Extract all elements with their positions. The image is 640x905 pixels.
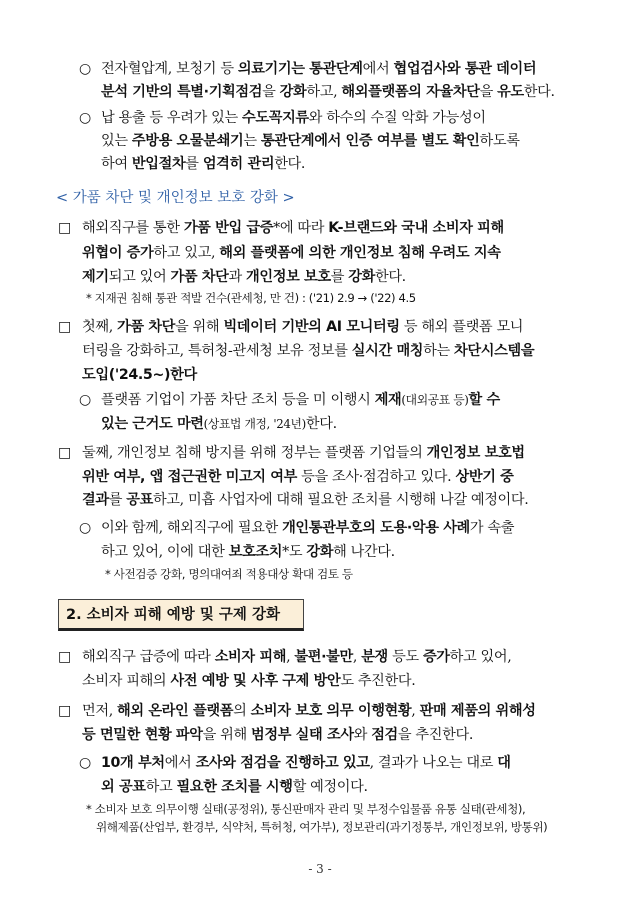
body-text: 하고 있어, [449,649,512,665]
box-bullet: □ [58,703,72,719]
body-text: , [352,649,362,665]
emphasis-text: 해외 온라인 플랫폼 [117,703,234,719]
emphasis-text: 위협이 증가 [82,245,154,261]
body-text: (대외공표 등) [401,393,469,407]
body-text: 이와 함께, 해외직구에 필요한 [101,520,283,536]
body-text: 하고 있어, 이에 대한 [101,544,229,560]
body-text: *에 따라 [273,220,329,236]
paragraph-line [82,490,528,510]
emphasis-text: 소비자 보호 의무 이행현황 [250,703,412,719]
body-text: , 결과가 나오는 대로 [369,755,498,771]
emphasis-text: 도입('24.5~)한다 [82,367,197,383]
box-bullet: □ [58,649,72,665]
emphasis-text: 등 면밀한 현황 파악 [82,727,203,743]
footnote: * 지재권 침해 통관 적발 건수(관세청, 만 건) : ('21) 2.9 → ('22) 4.5 [86,291,416,305]
body-text: 한다. [374,269,406,285]
body-text: 할 예정이다. [292,779,368,795]
body-text: 을 [479,84,498,100]
emphasis-text: 위반 여부, 앱 접근권한 미고지 여부 [82,469,297,485]
body-text: 을 위해 [175,319,224,335]
emphasis-text: 대 [497,755,511,771]
paragraph-line [101,82,555,102]
emphasis-text: 공표 [126,492,153,508]
paragraph-line [101,777,368,797]
emphasis-text: 유도 [497,84,524,100]
body-text: 는 [243,133,261,149]
emphasis-text: 점검 [371,727,398,743]
emphasis-text: 있는 근거도 마련 [101,416,204,432]
paragraph-line [101,542,395,562]
body-text: 있는 [101,133,132,149]
emphasis-text: 가품 차단 [170,269,229,285]
emphasis-text: 증가 [422,649,450,665]
emphasis-text: 분석 기반의 특별·기획점검 [101,84,263,100]
emphasis-text: 소비자 피해 [214,649,287,665]
body-text: 해 나간다. [333,544,395,560]
emphasis-text: 강화 [306,544,334,560]
body-text: 둘째, 개인정보 침해 방지를 위해 정부는 플랫폼 기업들의 [82,445,427,461]
body-text: , [411,703,420,719]
body-text: 에서 [362,61,394,77]
body-text: 한다. [274,156,306,172]
emphasis-text: 통관단계에서 인증 여부를 별도 확인 [260,133,480,149]
paragraph-line [82,317,523,337]
body-text: 납 용출 등 우려가 있는 [101,110,242,126]
emphasis-text: 분쟁 [361,649,388,665]
circle-bullet: ○ [79,61,92,77]
emphasis-text: 해외 플랫폼에 의한 개인정보 침해 우려도 지속 [219,245,501,261]
emphasis-text: 의료기기는 통관단계 [237,61,363,77]
paragraph-line [101,390,500,410]
circle-bullet: ○ [79,755,92,771]
body-text: 되고 있어 [108,269,171,285]
emphasis-text: 상반기 중 [455,469,514,485]
body-text: 한다. [305,416,337,432]
body-text: 하고, [306,84,342,100]
paragraph-line [101,131,520,151]
box-bullet: □ [58,319,72,335]
body-text: 한다. [523,84,555,100]
footnote: * 사전검증 강화, 명의대여죄 적용대상 확대 검토 등 [105,567,353,581]
box-bullet: □ [58,220,72,236]
body-text: 를 [330,269,349,285]
body-text: 하여 [101,156,132,172]
emphasis-text: 조사와 점검을 진행하고 있고 [195,755,370,771]
emphasis-text: 협업검사와 통관 데이터 [393,61,537,77]
emphasis-text: 사전 예방 및 사후 구제 방안 [170,673,341,689]
body-text: 등도 [387,649,423,665]
paragraph-line [82,671,415,691]
paragraph-line [101,753,511,773]
body-text: 를 [185,156,203,172]
emphasis-text: 개인통관부호의 도용·악용 사례 [282,520,470,536]
paragraph-line [82,218,504,238]
emphasis-text: 엄격히 관리 [202,156,275,172]
emphasis-text: 불편·불만 [294,649,353,665]
body-text: 와 하수의 수질 악화 가능성이 [308,110,486,126]
body-text: 을 위해 [202,727,252,743]
paragraph-line [82,443,525,463]
body-text: *도 [282,544,307,560]
emphasis-text: 10개 부처 [101,755,165,771]
body-text: 해외직구 급증에 따라 [82,649,215,665]
body-text: 에서 [164,755,196,771]
circle-bullet: ○ [79,392,92,408]
body-text: 하고, 미흡 사업자에 대해 필요한 조치를 시행해 나갈 예정이다. [152,492,529,508]
body-text: 을 추진한다. [397,727,474,743]
body-text: 첫째, [82,319,118,335]
emphasis-text: K-브랜드와 국내 소비자 피해 [328,220,504,236]
circle-bullet: ○ [79,110,92,126]
emphasis-text: 주방용 오물분쇄기 [131,133,244,149]
paragraph-line [82,243,501,263]
emphasis-text: 제재 [374,392,402,408]
body-text: 등 해외 플랫폼 모니 [399,319,524,335]
emphasis-text: 가품 차단 [117,319,176,335]
emphasis-text: 결과 [82,492,109,508]
body-text: 먼저, [82,703,118,719]
emphasis-text: 차단시스템을 [454,343,535,359]
emphasis-text: 개인정보 보호법 [426,445,525,461]
footnote: 위해제품(산업부, 환경부, 식약처, 특허청, 여가부), 정보관리(과기정통부, 개인정보위, 방통위) [96,820,548,834]
emphasis-text: 제기 [82,269,109,285]
emphasis-text: 할 수 [468,392,500,408]
emphasis-text: 수도꼭지류 [242,110,309,126]
body-text: 등을 조사·점검하고 있다. [296,469,456,485]
paragraph-line [82,365,197,385]
body-text: 하고 [145,779,177,795]
emphasis-text: 반입절차 [131,156,186,172]
body-text: 의 [233,703,251,719]
body-text: 하도록 [479,133,520,149]
paragraph-line [82,267,406,287]
body-text: 전자혈압계, 보청기 등 [101,61,238,77]
footnote: * 소비자 보호 의무이행 실태(공정위), 통신판매자 관리 및 부정수입물품 유통 실태(관세청), [86,802,526,816]
paragraph-line [82,341,534,361]
paragraph-line [101,414,337,434]
emphasis-text: 외 공표 [101,779,146,795]
emphasis-text: 범정부 실태 조사 [251,727,354,743]
body-text: 을 [262,84,280,100]
body-text: 하고 있고, [153,245,220,261]
paragraph-line [101,518,514,538]
body-text: 를 [108,492,127,508]
section-title: 2. 소비자 피해 예방 및 구제 강화 [66,607,280,623]
body-text: 터링을 강화하고, 특허청-관세청 보유 정보를 [82,343,352,359]
paragraph-line [101,59,536,79]
emphasis-text: 빅데이터 기반의 AI 모니터링 [223,319,400,335]
paragraph-line [82,701,536,721]
emphasis-text: 보호조치 [228,544,283,560]
section-subheading: < 가품 차단 및 개인정보 보호 강화 > [56,190,295,206]
emphasis-text: 해외플랫폼의 자율차단 [341,84,480,100]
body-text: 와 [353,727,372,743]
paragraph-line [82,647,511,667]
body-text: 해외직구를 통한 [82,220,184,236]
body-text: 하는 [423,343,455,359]
paragraph-line [82,467,514,487]
emphasis-text: 개인정보 보호 [246,269,331,285]
body-text: 플랫폼 기업이 가품 차단 조치 등을 미 이행시 [101,392,375,408]
emphasis-text: 강화 [348,269,375,285]
emphasis-text: 필요한 조치를 시행 [176,779,293,795]
body-text: , [286,649,295,665]
section-heading-box [58,599,304,631]
paragraph-line [82,725,473,745]
paragraph-line [101,108,486,128]
body-text: (상표법 개정, '24년) [203,417,306,431]
box-bullet: □ [58,445,72,461]
body-text: 소비자 피해의 [82,673,171,689]
body-text: 도 추진한다. [340,673,416,689]
emphasis-text: 판매 제품의 위해성 [419,703,536,719]
paragraph-line [101,154,305,174]
circle-bullet: ○ [79,520,92,536]
emphasis-text: 가품 반입 급증 [183,220,274,236]
emphasis-text: 강화 [279,84,307,100]
body-text: 과 [228,269,246,285]
body-text: 가 속출 [469,520,515,536]
page-number: - 3 - [308,862,332,876]
emphasis-text: 실시간 매칭 [351,343,424,359]
